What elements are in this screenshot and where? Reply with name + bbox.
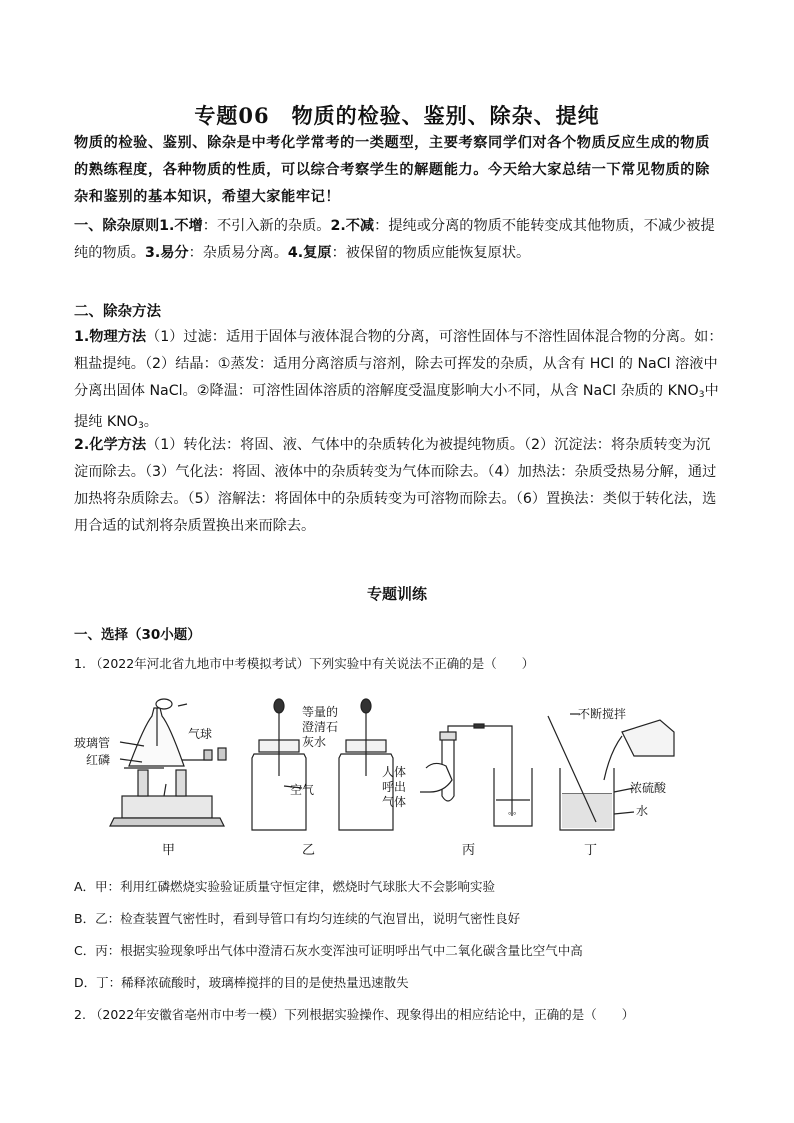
methods-heading: 二、除杂方法: [74, 304, 161, 320]
label-limewater-line3: 灰水: [302, 735, 327, 749]
question-1: 1. （2022年河北省九地市中考模拟考试）下列实验中有关说法不正确的是（ ）: [74, 656, 535, 671]
label-air: 空气: [290, 783, 315, 797]
kno3-subscript-2: 3: [137, 421, 144, 431]
principle-3-text: ：杂质易分离。: [188, 245, 288, 261]
caption-jia: 甲: [162, 843, 176, 858]
apparatus-jia: [110, 699, 226, 826]
caption-bing: 丙: [462, 843, 476, 858]
physical-method-label: 1.物理方法: [74, 329, 147, 345]
caption-ding: 丁: [584, 843, 598, 858]
principle-1-text: ：不引入新的杂质。: [202, 218, 331, 234]
training-heading: 专题训练: [366, 585, 427, 603]
chemical-method-label: 2.化学方法: [74, 437, 147, 453]
intro-paragraph: 物质的检验、鉴别、除杂是中考化学常考的一类题型，主要考察同学们对各个物质反应生成的物质的熟练程度，各种物质的性质，可以综合考察学生的解题能力。今天给大家总结一下常见物质的除杂和鉴别的基本知识，希望大家能牢记！: [74, 135, 710, 205]
principle-2-text: ：提纯或分离的物质不能转变成其他物质，不减少被提纯的物质。: [74, 218, 715, 261]
apparatus-bing: [420, 724, 532, 826]
label-exhaled-line2: 呼出: [382, 780, 407, 794]
chemical-method-paragraph: [74, 432, 724, 540]
experiment-figure: [74, 696, 704, 861]
label-concentrated-acid: 浓硫酸: [630, 781, 667, 795]
choice-heading: 一、选择（30小题）: [74, 627, 201, 643]
question-2: 2. （2022年安徽省亳州市中考一模）下列根据实验操作、现象得出的相应结论中，正确的是（ ）: [74, 1007, 635, 1022]
principle-4-text: ：被保留的物质应能恢复原状。: [331, 245, 531, 261]
principle-2-label: 2.不减: [330, 218, 375, 234]
physical-method-text-a: （1）过滤：适用于固体与液体混合物的分离，可溶性固体与不溶性固体混合物的分离。如：粗盐提纯。（2）结晶：①蒸发：适用分离溶质与溶剂，除去可挥发的杂质，从含有 HCl 的 NaCl 溶液中分离出固体 NaCl。②降温：可溶性固体溶质的溶解度受温度影响大小不同，从含 NaCl 杂质的 KNO: [74, 329, 723, 399]
physical-method-paragraph: [74, 324, 724, 440]
kno3-subscript-1: 3: [698, 390, 705, 400]
label-balloon: 气球: [188, 727, 213, 741]
principle-3-label: 3.易分: [144, 245, 189, 261]
option-c: C．丙：根据实验现象呼出气体中澄清石灰水变浑浊可证明呼出气中二氧化碳含量比空气中高: [74, 943, 583, 958]
label-exhaled-line1: 人体: [382, 765, 407, 779]
principle-4-label: 4.复原: [287, 245, 332, 261]
label-limewater-line2: 澄清石: [302, 720, 339, 734]
apparatus-ding: [548, 714, 674, 830]
chemical-method-text: （1）转化法：将固、液、气体中的杂质转化为被提纯物质。（2）沉淀法：将杂质转变为沉淀而除去。（3）气化法：将固、液体中的杂质转变为气体而除去。（4）加热法：杂质受热易分解，通过加热将杂质除去。（5）溶解法：将固体中的杂质转变为可溶物而除去。（6）置换法：类似于转化法，选用合适的试剂将杂质置换出来而除去。: [74, 437, 717, 534]
svg-text:∘∘: ∘∘: [507, 809, 518, 818]
option-d: D．丁：稀释浓硫酸时，玻璃棒搅拌的目的是使热量迅速散失: [74, 975, 409, 990]
label-exhaled-line3: 气体: [382, 795, 407, 809]
option-b: B．乙：检查装置气密性时，看到导管口有均匀连续的气泡冒出，说明气密性良好: [74, 911, 521, 926]
principle-1-label: 1.不增: [159, 218, 203, 234]
physical-method-text-b: 中提纯 KNO: [74, 383, 719, 430]
principles-heading: 一、除杂原则: [74, 218, 160, 234]
option-a: A．甲：利用红磷燃烧实验验证质量守恒定律，燃烧时气球胀大不会影响实验: [74, 879, 496, 894]
caption-yi: 乙: [302, 843, 316, 858]
physical-method-text-c: 。: [143, 414, 158, 430]
label-water: 水: [636, 804, 649, 818]
page-title: 专题06 物质的检验、鉴别、除杂、提纯: [194, 103, 600, 128]
label-stir: 不断搅拌: [578, 707, 627, 721]
label-red-phosphorus: 红磷: [86, 753, 111, 767]
label-limewater-line1: 等量的: [302, 705, 339, 719]
label-glass-tube: 玻璃管: [74, 736, 111, 750]
principles-paragraph: [74, 213, 724, 267]
